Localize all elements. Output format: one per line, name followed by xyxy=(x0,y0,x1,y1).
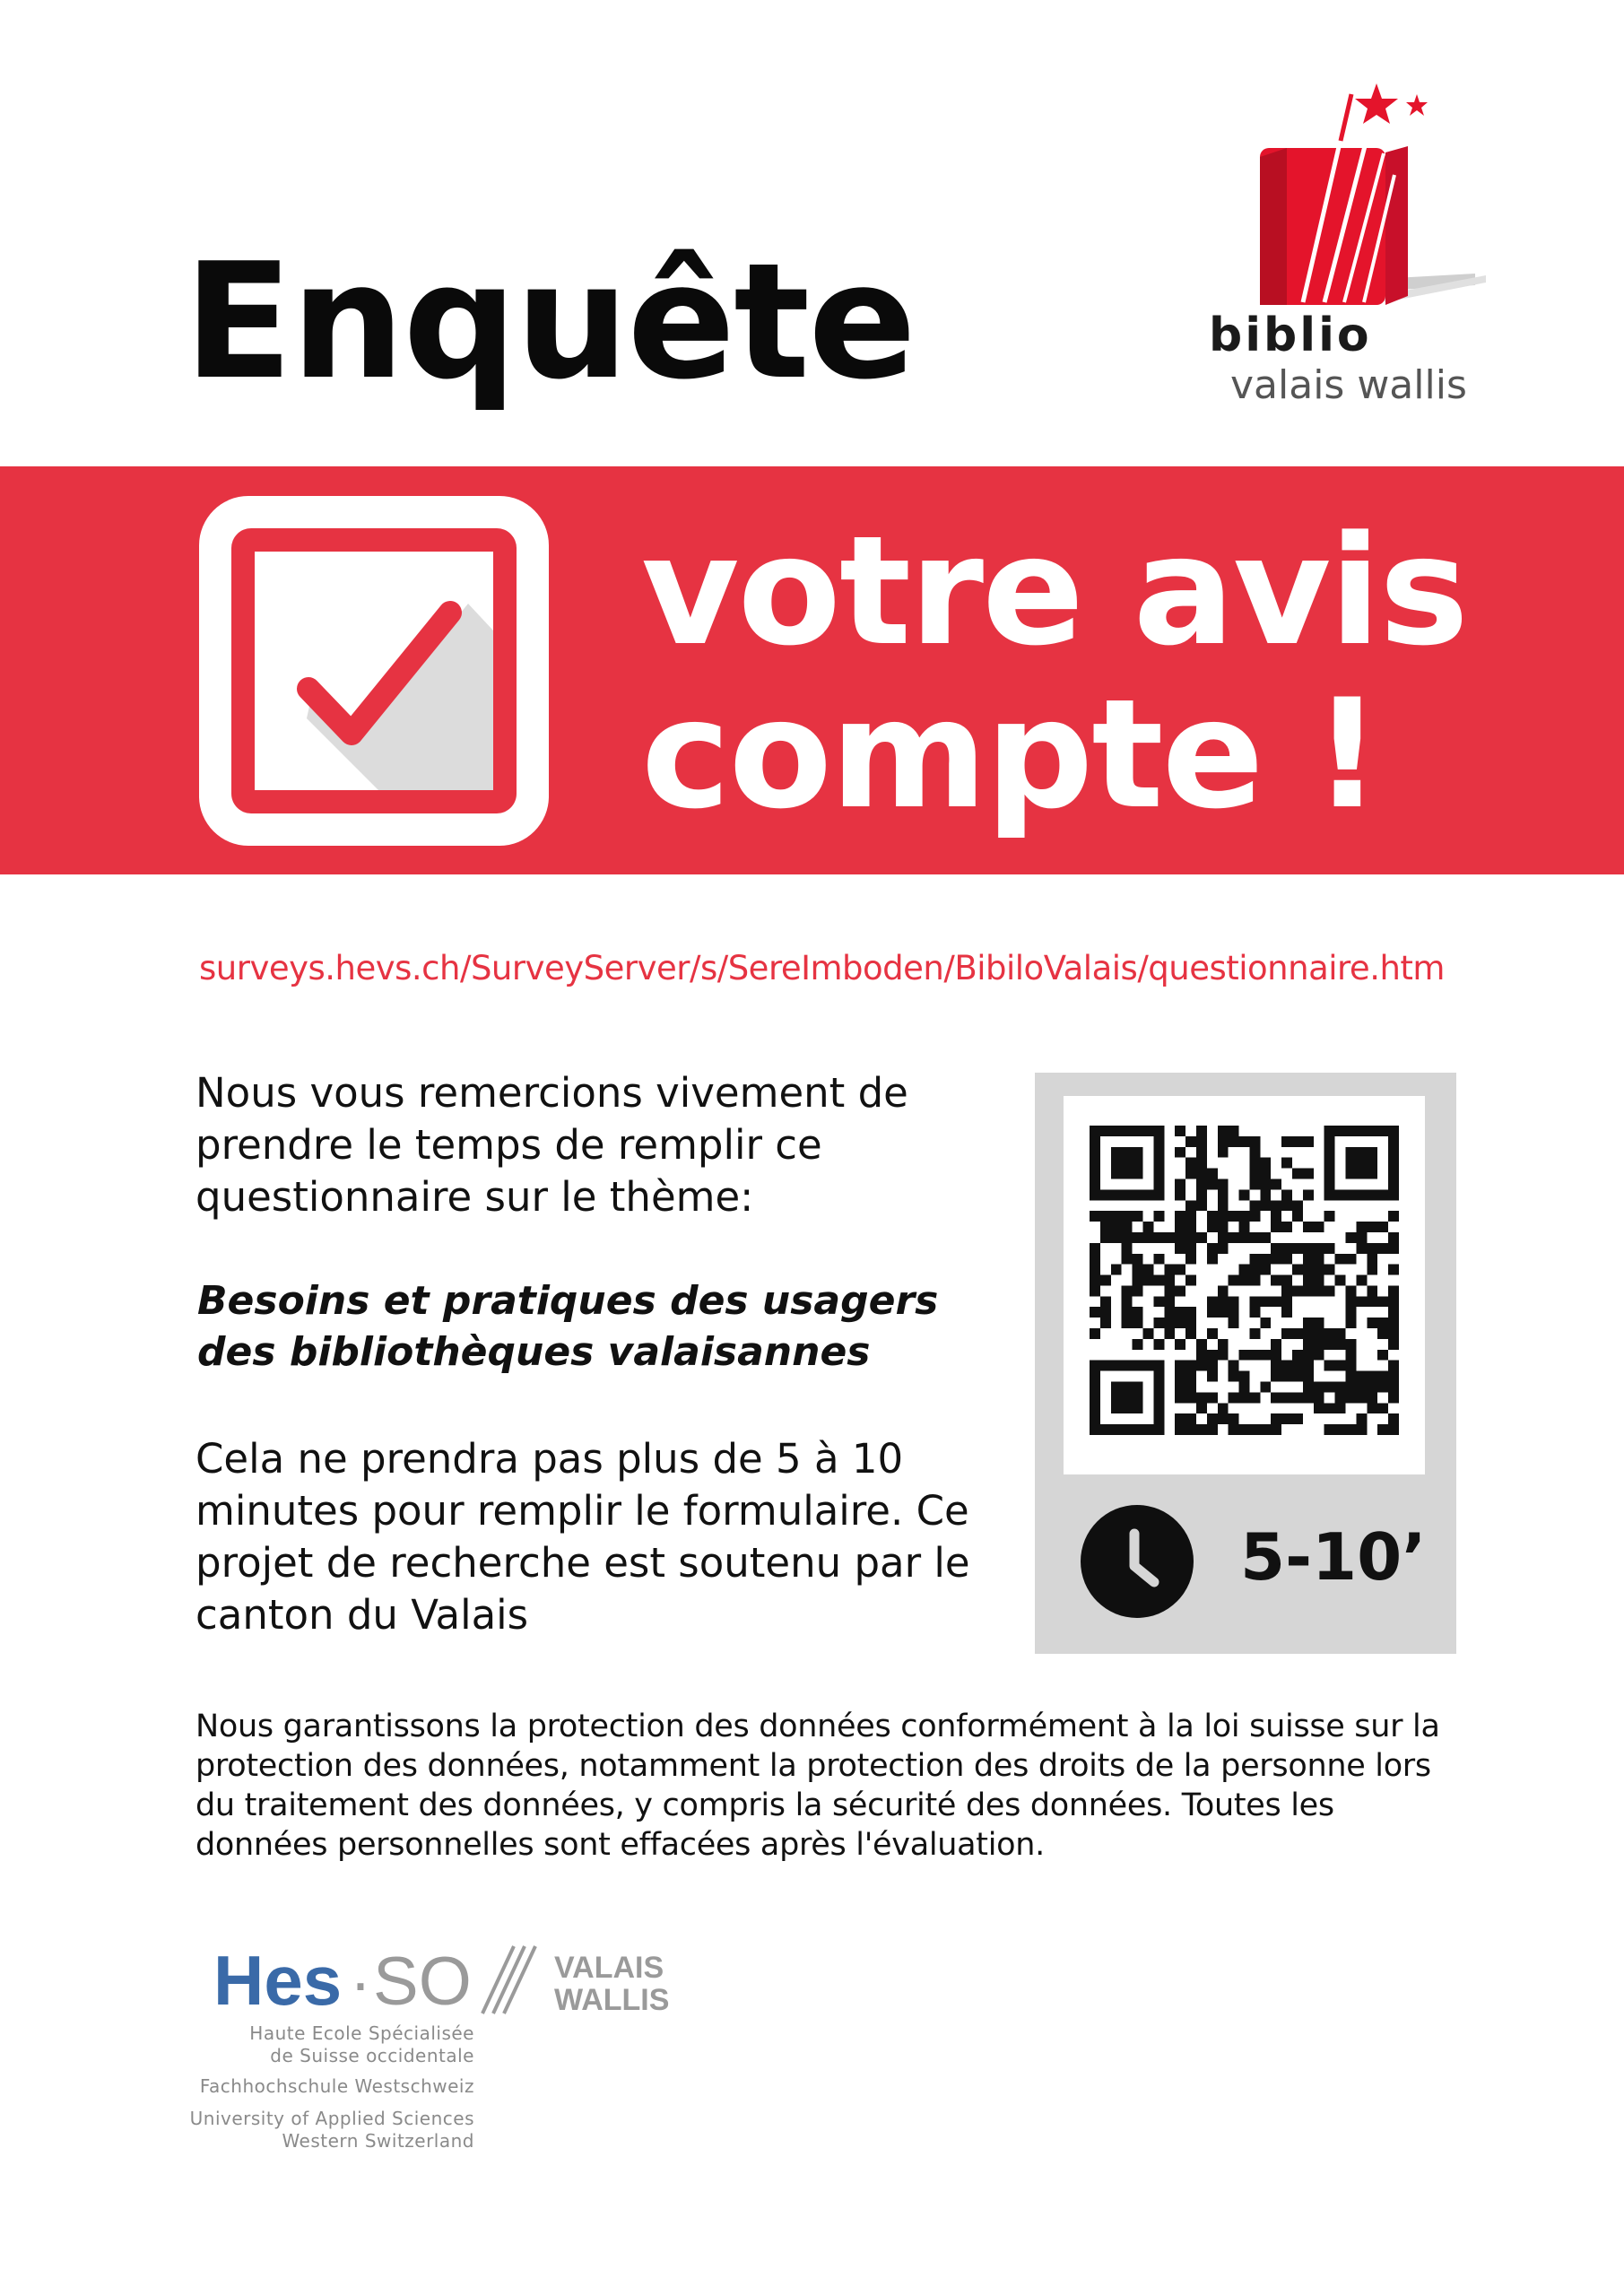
hes-brand-left: Hes xyxy=(213,1941,343,2020)
headline-line-1: votre avis xyxy=(641,503,1467,679)
hes-name-fr-1: Haute Ecole Spécialisée xyxy=(249,2022,474,2044)
hes-name-en-2: Western Switzerland xyxy=(282,2130,474,2152)
hes-name-en-1: University of Applied Sciences xyxy=(189,2108,474,2129)
hes-so-logo xyxy=(213,1933,680,2022)
hes-name-de: Fachhochschule Westschweiz xyxy=(199,2075,474,2097)
privacy-notice: Nous garantissons la protection des données conformément à la loi suisse sur la protection des données, notamment la protection des droits de la personne lors du traitement des données, y compris la sécurité des données. Toutes les données personnelles sont effacées après l'évaluation. xyxy=(195,1709,1440,1863)
clock-icon xyxy=(1081,1505,1194,1618)
hes-name-fr-2: de Suisse occidentale xyxy=(270,2045,474,2066)
headline-line-2: compte ! xyxy=(641,666,1380,842)
hes-region-line1: VALAIS xyxy=(554,1951,664,1985)
duration-badge: 5-10’ xyxy=(1240,1519,1427,1595)
survey-link[interactable]: surveys.hevs.ch/SurveyServer/s/SereImboden/BibiloValais/questionnaire.htm xyxy=(199,949,1445,987)
intro-paragraph: Nous vous remercions vivement de prendre le temps de remplir ce questionnaire sur le thème: xyxy=(195,1069,908,1221)
checkbox-checked-icon xyxy=(199,496,549,846)
biblio-logo xyxy=(1251,67,1502,336)
duration-paragraph: Cela ne prendra pas plus de 5 à 10 minutes pour remplir le formulaire. Ce projet de recherche est soutenu par le canton du Valais xyxy=(195,1435,970,1639)
page-title: Enquête xyxy=(184,229,915,414)
hes-brand-right: SO xyxy=(373,1944,472,2020)
hes-brand-sep: · xyxy=(350,1947,371,2019)
hes-region-line2: WALLIS xyxy=(554,1983,670,2017)
biblio-logo-name: biblio xyxy=(1209,309,1372,362)
biblio-logo-subtitle: valais wallis xyxy=(1230,362,1467,408)
survey-theme: Besoins et pratiques des usagers des bibliothèques valaisannes xyxy=(197,1278,939,1375)
qr-code[interactable] xyxy=(1090,1126,1399,1435)
